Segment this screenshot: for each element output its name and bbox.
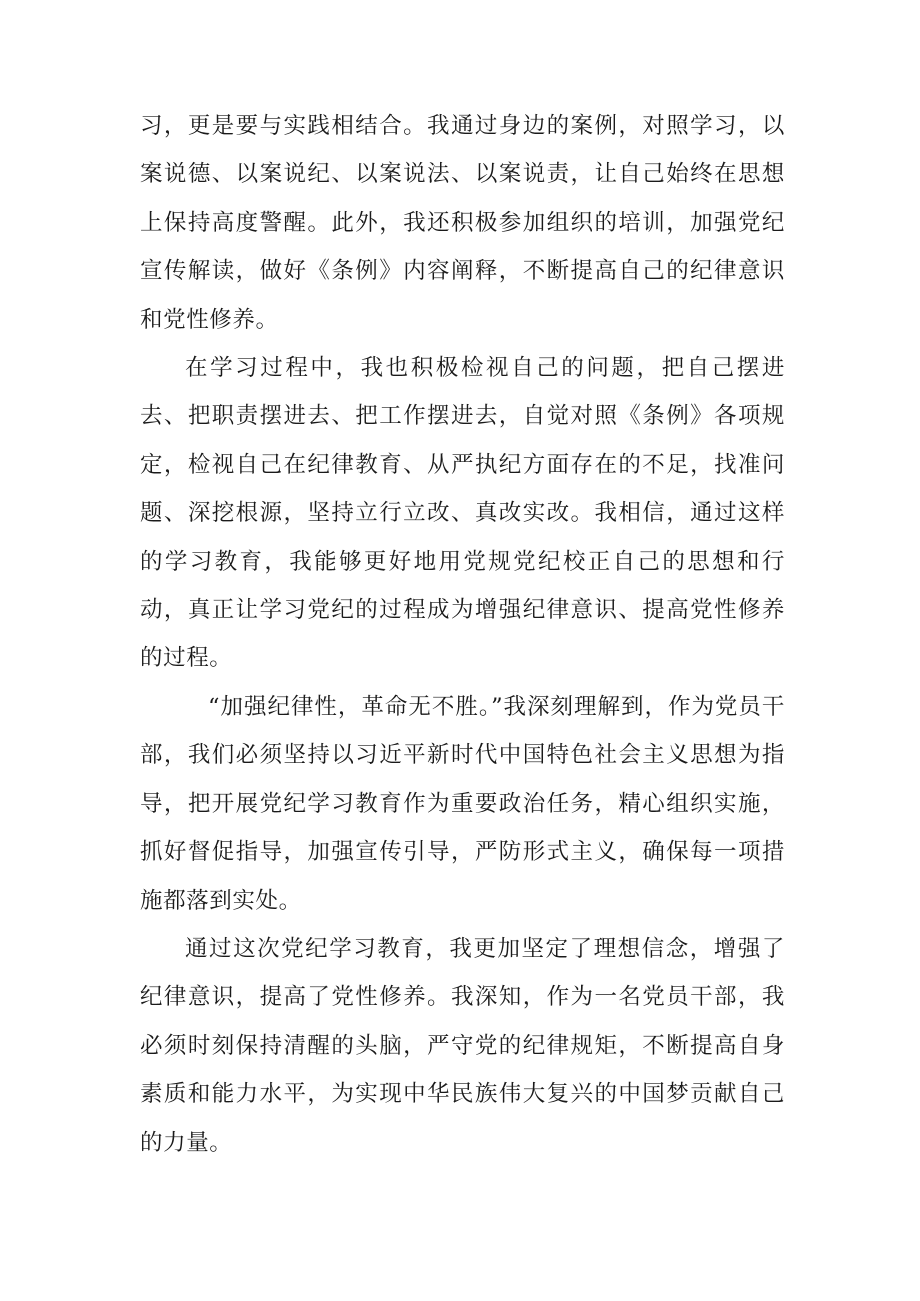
paragraph-4: 通过这次党纪学习教育，我更加坚定了理想信念，增强了纪律意识，提高了党性修养。我深知，作为一名党员干部，我必须时刻保持清醒的头脑，严守党的纪律规矩，不断提高自身素质和能力水平，为实现中华民族伟大复兴的中国梦贡献自己的力量。 bbox=[140, 935, 785, 1156]
document-body bbox=[140, 102, 785, 1167]
paragraph-1: 习，更是要与实践相结合。我通过身边的案例，对照学习，以案说德、以案说纪、以案说法、以案说责，让自己始终在思想上保持高度警醒。此外，我还积极参加组织的培训，加强党纪宣传解读，做好《条例》内容阐释，不断提高自己的纪律意识和党性修养。 bbox=[140, 113, 785, 333]
paragraph-2: 在学习过程中，我也积极检视自己的问题，把自己摆进去、把职责摆进去、把工作摆进去，自觉对照《条例》各项规定，检视自己在纪律教育、从严执纪方面存在的不足，找准问题、深挖根源，坚持立行立改、真改实改。我相信，通过这样的学习教育，我能够更好地用党规党纪校正自己的思想和行动，真正让学习党纪的过程成为增强纪律意识、提高党性修养的过程。 bbox=[140, 355, 785, 672]
paragraph-3: “加强纪律性，革命无不胜。”我深刻理解到，作为党员干部，我们必须坚持以习近平新时代中国特色社会主义思想为指导，把开展党纪学习教育作为重要政治任务，精心组织实施，抓好督促指导，加强宣传引导，严防形式主义，确保每一项措施都落到实处。 bbox=[140, 693, 785, 914]
